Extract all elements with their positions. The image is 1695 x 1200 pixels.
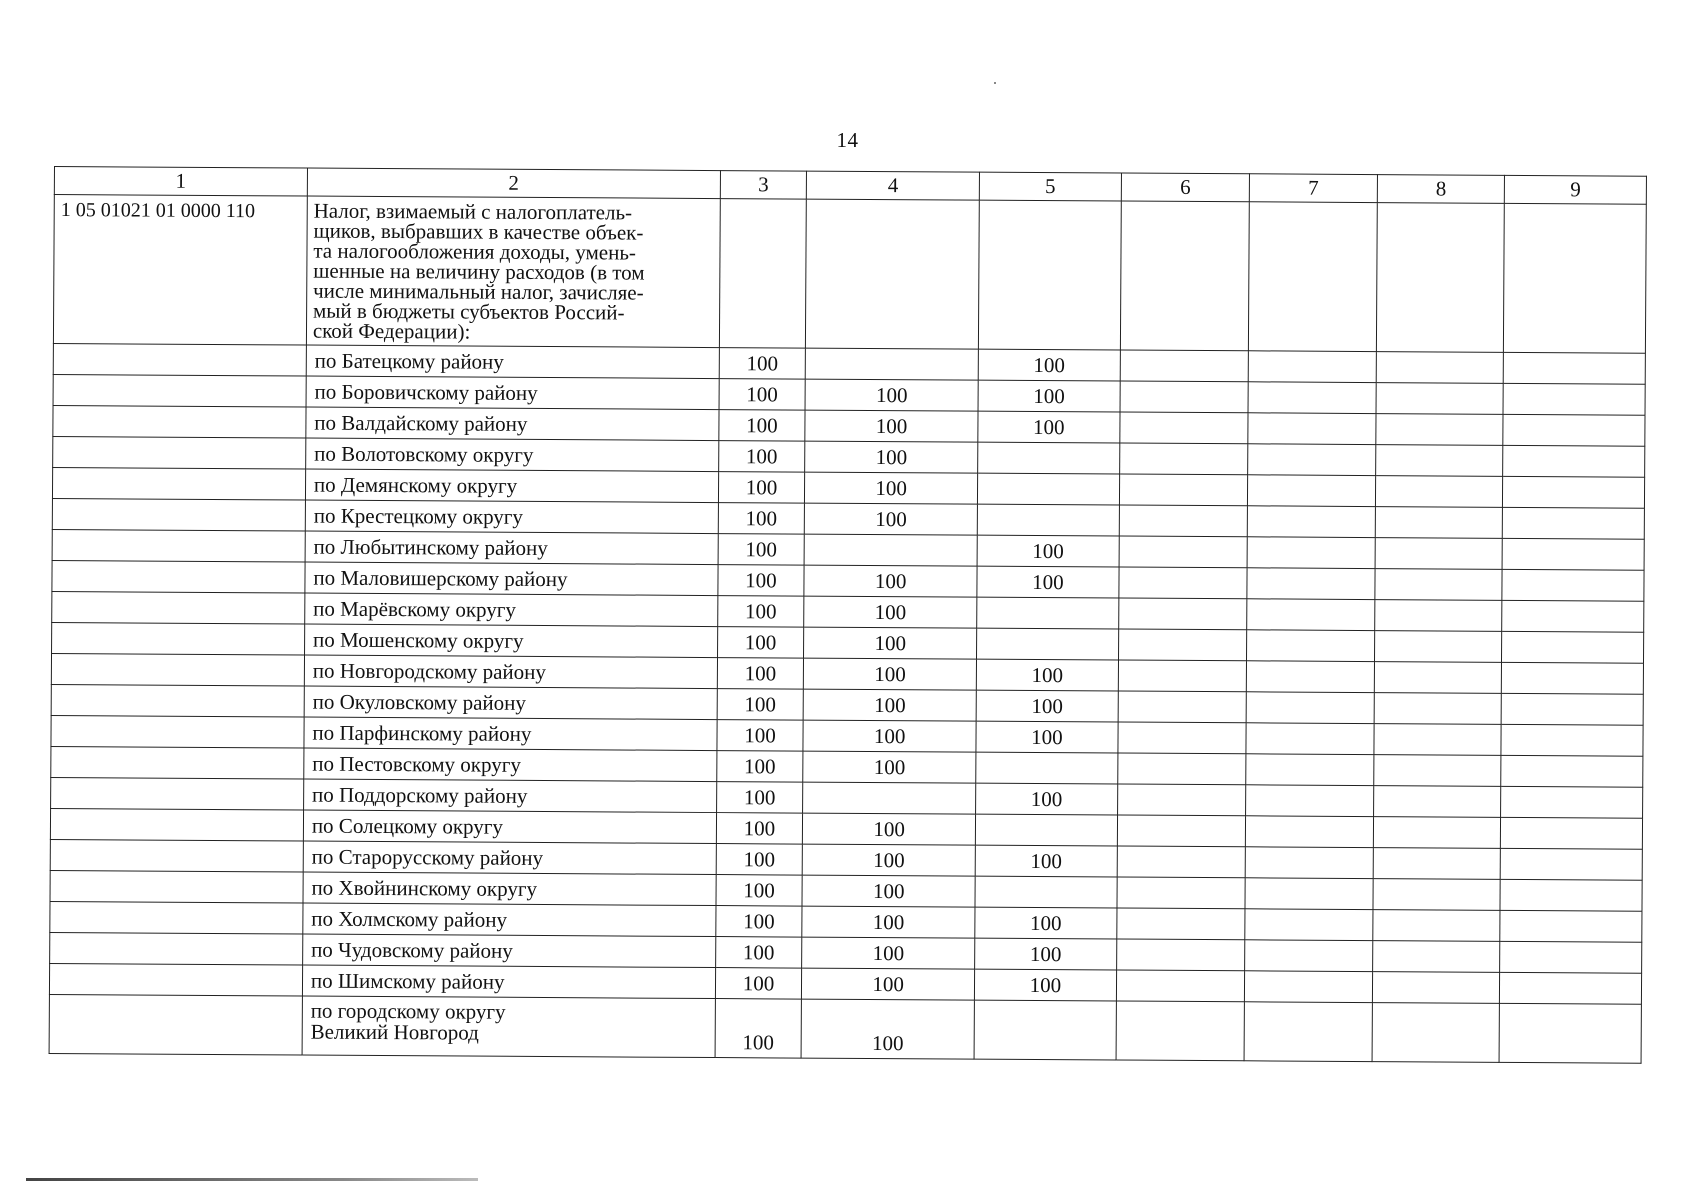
value-col-8: [1375, 600, 1503, 632]
value-col-7: [1246, 692, 1374, 724]
value-col-8: [1373, 786, 1501, 818]
value-col-8: [1374, 724, 1502, 756]
value-col-6: [1116, 1001, 1245, 1061]
value-col-8: [1374, 631, 1502, 663]
value-col-5: [978, 473, 1120, 505]
value-col-7: [1247, 568, 1375, 600]
value-col-7: [1249, 351, 1377, 383]
value-col-8: [1374, 662, 1502, 694]
value-col-7: [1248, 413, 1376, 445]
code-cell: [49, 994, 302, 1055]
value-col-3: 100: [719, 410, 806, 442]
value-col-3: 100: [718, 441, 805, 473]
value-col-6: [1117, 846, 1246, 878]
value-col-4: 100: [803, 751, 976, 783]
value-col-3: 100: [716, 813, 803, 845]
code-cell: [53, 343, 306, 376]
value-col-9: [1502, 569, 1644, 601]
value-col-8: [1375, 476, 1503, 508]
value-col-3: 100: [718, 503, 805, 535]
value-col-4: 100: [803, 720, 976, 752]
value-col-5: [977, 628, 1119, 660]
region-name: по Волотовскому округу: [306, 438, 719, 472]
value-col-9: [1501, 786, 1643, 818]
region-name: по Холмскому району: [303, 903, 716, 937]
value-col-6: [1118, 598, 1247, 630]
value-col-9: [1501, 693, 1643, 725]
value-col-6: [1120, 381, 1249, 413]
empty-cell: [719, 199, 806, 349]
value-col-7: [1245, 878, 1373, 910]
value-col-5: 100: [975, 845, 1117, 877]
table-row-last: [49, 994, 1641, 1063]
value-col-9: [1501, 755, 1643, 787]
value-col-8: [1373, 910, 1501, 942]
value-col-4: 100: [802, 937, 975, 969]
region-name: по Старорусскому району: [303, 841, 716, 875]
value-col-8: [1375, 538, 1503, 570]
value-col-4: 100: [804, 658, 977, 690]
code-cell: [53, 405, 306, 438]
value-col-5: [977, 504, 1119, 536]
column-header-2: 2: [307, 168, 720, 199]
value-col-6: [1119, 567, 1248, 599]
value-col-8: [1373, 879, 1501, 911]
budget-classification-code: 1 05 01021 01 0000 110: [53, 195, 307, 346]
value-col-5: [978, 442, 1120, 474]
footer-rule: [26, 1178, 478, 1181]
code-cell: [49, 963, 302, 996]
region-name: по Крестецкому округу: [305, 500, 718, 534]
value-col-4: 100: [804, 565, 977, 597]
code-cell: [51, 777, 304, 810]
value-col-5: 100: [976, 659, 1118, 691]
code-cell: [53, 436, 306, 469]
region-name: по Батецкому району: [306, 345, 719, 379]
value-col-9: [1500, 941, 1642, 973]
value-col-3: 100: [717, 689, 804, 721]
value-col-6: [1120, 412, 1249, 444]
value-col-4: 100: [802, 968, 975, 1000]
value-col-6: [1117, 753, 1246, 785]
code-cell: [52, 591, 305, 624]
region-name: по Валдайскому району: [306, 407, 719, 441]
value-col-9: [1503, 414, 1645, 446]
region-name: по Боровичскому району: [306, 376, 719, 410]
empty-cell: [1120, 201, 1250, 351]
code-cell: [52, 529, 305, 562]
value-col-3: 100: [717, 720, 804, 752]
value-col-7: [1247, 630, 1375, 662]
value-col-7: [1248, 506, 1376, 538]
value-col-8: [1372, 941, 1500, 973]
value-col-3: 100: [718, 472, 805, 504]
value-col-5: 100: [975, 969, 1117, 1001]
value-col-3: 100: [717, 627, 804, 659]
value-col-9: [1503, 383, 1645, 415]
column-header-9: 9: [1505, 175, 1647, 204]
code-cell: [51, 684, 304, 717]
region-name: по Чудовскому району: [303, 934, 716, 968]
code-cell: [50, 808, 303, 841]
value-col-8: [1376, 383, 1504, 415]
empty-cell: [1249, 202, 1377, 352]
column-header-6: 6: [1121, 173, 1250, 202]
value-col-7: [1244, 1002, 1372, 1062]
value-col-4: 100: [805, 379, 978, 411]
value-col-8: [1375, 507, 1503, 539]
code-cell: [51, 653, 304, 686]
value-col-9: [1501, 817, 1643, 849]
code-cell: [52, 560, 305, 593]
value-col-7: [1248, 382, 1376, 414]
column-header-8: 8: [1377, 175, 1505, 204]
column-header-7: 7: [1250, 174, 1378, 203]
value-col-4: 100: [805, 472, 978, 504]
value-col-7: [1246, 816, 1374, 848]
value-col-3: 100: [717, 751, 804, 783]
value-col-5: [976, 752, 1118, 784]
value-col-8: [1372, 1003, 1500, 1063]
value-col-4: 100: [804, 596, 977, 628]
value-col-3: 100: [716, 906, 803, 938]
column-header-3: 3: [720, 171, 807, 200]
value-col-5: 100: [978, 349, 1120, 381]
value-col-3: 100: [718, 534, 805, 566]
value-col-9: [1500, 972, 1642, 1004]
scan-speck: [994, 82, 996, 84]
region-name: по Хвойнинскому округу: [303, 872, 716, 906]
value-col-9: [1501, 724, 1643, 756]
value-col-4: [804, 534, 977, 566]
value-col-3: 100: [717, 596, 804, 628]
value-col-4: 100: [802, 844, 975, 876]
value-col-6: [1117, 815, 1246, 847]
value-col-5: [975, 814, 1117, 846]
value-col-3: 100: [716, 875, 803, 907]
value-col-9: [1501, 848, 1643, 880]
value-col-5: [975, 876, 1117, 908]
value-col-6: [1119, 474, 1248, 506]
region-name: по Поддорскому району: [303, 779, 716, 813]
value-col-4: 100: [802, 875, 975, 907]
value-col-7: [1246, 754, 1374, 786]
column-header-4: 4: [807, 171, 980, 200]
value-col-9: [1502, 600, 1644, 632]
value-col-7: [1248, 444, 1376, 476]
empty-cell: [979, 200, 1121, 350]
empty-cell: [1504, 203, 1647, 353]
value-col-5: [977, 597, 1119, 629]
region-name: по Окуловскому району: [304, 686, 717, 720]
value-col-7: [1248, 475, 1376, 507]
value-col-4: 100: [805, 410, 978, 442]
value-col-4: 100: [804, 627, 977, 659]
value-col-9: [1502, 631, 1644, 663]
empty-cell: [1376, 203, 1504, 353]
value-col-9: [1500, 910, 1642, 942]
code-cell: [52, 467, 305, 500]
value-col-4: 100: [803, 689, 976, 721]
code-cell: [51, 715, 304, 748]
value-col-3: 100: [715, 937, 802, 969]
region-name: по Мошенскому округу: [304, 624, 717, 658]
code-cell: [50, 839, 303, 872]
region-name: по Любытинскому району: [305, 531, 718, 565]
code-cell: [50, 870, 303, 903]
code-cell: [52, 622, 305, 655]
value-col-6: [1118, 660, 1247, 692]
value-col-9: [1502, 538, 1644, 570]
value-col-4: 100: [804, 503, 977, 535]
value-col-3: 100: [715, 999, 802, 1059]
value-col-5: 100: [976, 690, 1118, 722]
code-cell: [50, 932, 303, 965]
code-cell: [50, 901, 303, 934]
value-col-9: [1499, 1003, 1641, 1063]
value-col-7: [1245, 971, 1373, 1003]
value-col-9: [1500, 879, 1642, 911]
value-col-6: [1119, 443, 1248, 475]
value-col-3: 100: [716, 844, 803, 876]
budget-table: [49, 166, 1647, 1064]
value-col-7: [1247, 599, 1375, 631]
value-col-8: [1373, 817, 1501, 849]
value-col-3: 100: [716, 782, 803, 814]
column-header-1: 1: [54, 167, 307, 197]
tax-description-row: [53, 195, 1646, 354]
region-name: по Новгородскому району: [304, 655, 717, 689]
value-col-6: [1118, 691, 1247, 723]
value-col-7: [1247, 537, 1375, 569]
value-col-7: [1246, 785, 1374, 817]
region-name: по Парфинскому району: [304, 717, 717, 751]
value-col-7: [1247, 661, 1375, 693]
value-col-6: [1116, 970, 1245, 1002]
value-col-6: [1118, 722, 1247, 754]
value-col-7: [1245, 940, 1373, 972]
value-col-8: [1374, 755, 1502, 787]
value-col-8: [1376, 352, 1504, 384]
value-col-9: [1502, 662, 1644, 694]
value-col-3: 100: [718, 565, 805, 597]
code-cell: [53, 374, 306, 407]
column-header-5: 5: [979, 172, 1121, 201]
value-col-6: [1116, 939, 1245, 971]
value-col-6: [1119, 536, 1248, 568]
value-col-9: [1503, 445, 1645, 477]
value-col-3: 100: [715, 968, 802, 1000]
value-col-8: [1376, 414, 1504, 446]
value-col-5: 100: [978, 380, 1120, 412]
value-col-4: [805, 348, 978, 380]
value-col-5: 100: [975, 907, 1117, 939]
value-col-8: [1374, 693, 1502, 725]
value-col-9: [1503, 507, 1645, 539]
value-col-5: 100: [976, 721, 1118, 753]
region-name: по Марёвскому округу: [305, 593, 718, 627]
value-col-5: 100: [975, 938, 1117, 970]
value-col-3: 100: [717, 658, 804, 690]
value-col-4: 100: [801, 999, 974, 1059]
value-col-6: [1117, 877, 1246, 909]
value-col-4: 100: [802, 906, 975, 938]
value-col-7: [1245, 909, 1373, 941]
value-col-8: [1373, 848, 1501, 880]
value-col-4: [803, 782, 976, 814]
value-col-4: 100: [805, 441, 978, 473]
value-col-5: [974, 1000, 1116, 1060]
budget-table-container: [49, 166, 1647, 1064]
value-col-5: 100: [978, 411, 1120, 443]
value-col-8: [1375, 445, 1503, 477]
value-col-5: 100: [977, 535, 1119, 567]
page-number: 14: [836, 128, 859, 152]
value-col-7: [1246, 723, 1374, 755]
region-name: по Демянскому округу: [305, 469, 718, 503]
value-col-4: 100: [803, 813, 976, 845]
value-col-3: 100: [719, 348, 806, 380]
value-col-5: 100: [976, 783, 1118, 815]
empty-cell: [806, 199, 980, 349]
value-col-8: [1372, 972, 1500, 1004]
value-col-7: [1245, 847, 1373, 879]
region-name: по Маловишерскому району: [305, 562, 718, 596]
value-col-8: [1375, 569, 1503, 601]
value-col-6: [1119, 505, 1248, 537]
tax-description: Налог, взимаемый с налогоплатель- щиков, выбравших в качестве объек- та налогообложения доходы, умень- шенные на величину расходов (в том числе минимальный налог, зачисляе- мый в бюджеты субъектов Россий- ской Федерации):: [306, 196, 720, 348]
region-name: по городскому округу Великий Новгород: [302, 996, 715, 1058]
value-col-6: [1120, 350, 1249, 382]
value-col-5: 100: [977, 566, 1119, 598]
code-cell: [51, 746, 304, 779]
value-col-6: [1117, 908, 1246, 940]
value-col-9: [1503, 476, 1645, 508]
value-col-6: [1118, 629, 1247, 661]
value-col-6: [1117, 784, 1246, 816]
region-name: по Шимскому району: [302, 965, 715, 999]
region-name: по Пестовскому округу: [304, 748, 717, 782]
value-col-3: 100: [719, 379, 806, 411]
region-name: по Солецкому округу: [303, 810, 716, 844]
code-cell: [52, 498, 305, 531]
value-col-9: [1504, 352, 1646, 384]
